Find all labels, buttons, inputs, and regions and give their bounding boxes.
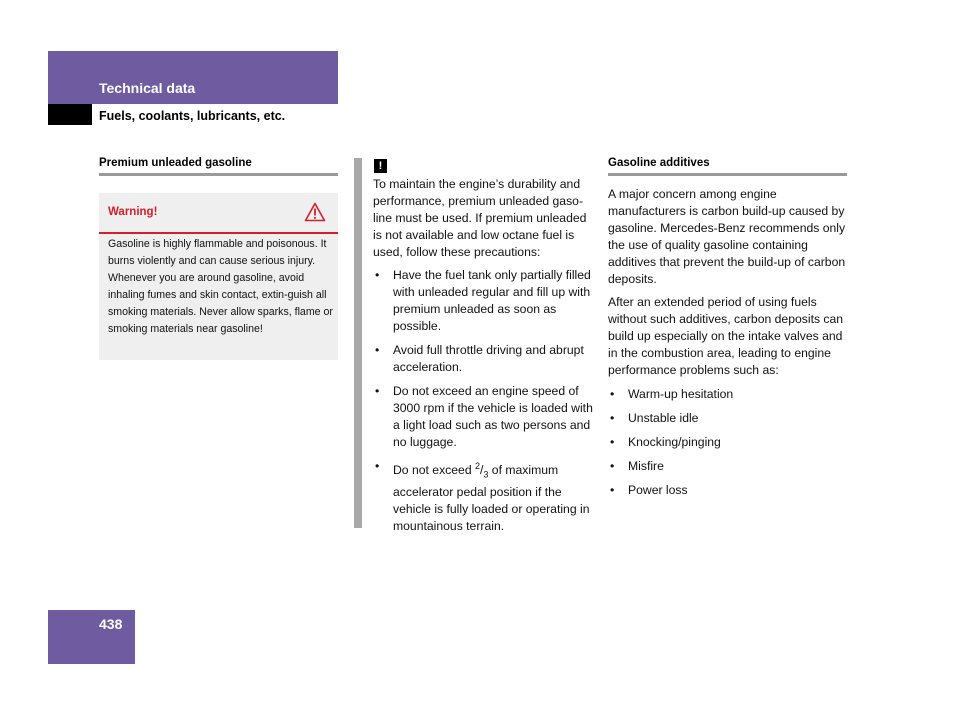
gasoline-additives-heading: Gasoline additives: [608, 157, 710, 169]
list-item: • Knocking/pinging: [609, 434, 847, 451]
warning-triangle-icon: [304, 202, 326, 222]
additives-paragraph-2: After an extended period of using fuels without such additives, carbon deposits can build up especially on the intake valves and in the combustion area, leading to engine performance problems such as:: [608, 295, 844, 377]
heading-rule: [99, 173, 338, 176]
list-item: • Unstable idle: [609, 410, 847, 427]
header-band: [48, 51, 338, 104]
warning-box: [99, 193, 338, 360]
page-number: 438: [99, 616, 123, 632]
fraction-slash: /: [480, 463, 484, 478]
warning-text: Gasoline is highly flammable and poisonous. It burns violently and can cause serious injury. Whenever you are around gasoline, avoid inhaling fumes and skin contact, extin-guish all smoking materials. Never allow sparks, flame or smoking materials near gasoline!: [108, 238, 333, 335]
premium-gasoline-heading: Premium unleaded gasoline: [99, 157, 252, 169]
list-item: • Misfire: [609, 458, 847, 475]
fraction-numerator: 2: [474, 461, 480, 471]
list-item: • Warm-up hesitation: [609, 386, 847, 403]
precautions-list: [374, 267, 596, 542]
warning-rule: [99, 232, 338, 234]
heading-rule: [608, 173, 847, 176]
notice-side-bar: [354, 158, 362, 528]
warning-title: Warning!: [108, 206, 158, 218]
list-item: [374, 458, 596, 535]
problems-list: [609, 386, 847, 506]
list-item: • Power loss: [609, 482, 847, 499]
bullet4-before: Do not exceed: [393, 463, 475, 478]
page-subtitle: Fuels, coolants, lubricants, etc.: [99, 109, 286, 123]
section-tab-marker: [48, 104, 92, 125]
list-item: • Have the fuel tank only partially filled with unleaded regular and fill up with premium unleaded as soon as possible.: [374, 267, 596, 335]
list-item: • Avoid full throttle driving and abrupt acceleration.: [374, 342, 596, 376]
bullet4-after: of maximum accelerator pedal position if the vehicle is fully loaded or operating in mountainous terrain.: [393, 463, 590, 533]
list-item: • Do not exceed an engine speed of 3000 rpm if the vehicle is loaded with a light load such as two persons and no luggage.: [374, 383, 596, 451]
notice-exclamation-icon: !: [374, 159, 387, 173]
fraction-denominator: 3: [483, 469, 489, 480]
additives-paragraph-1: A major concern among engine manufacturers is carbon build-up caused by gasoline. Mercedes-Benz recommends only the use of quality gasoline containing additives that prevent the build-up of carbon deposits.: [608, 187, 846, 286]
notice-intro: To maintain the engine’s durability and performance, premium unleaded gaso-line must be used. If premium unleaded is not available and low octane fuel is used, follow these precautions:: [373, 177, 587, 259]
section-title: Technical data: [99, 80, 196, 96]
